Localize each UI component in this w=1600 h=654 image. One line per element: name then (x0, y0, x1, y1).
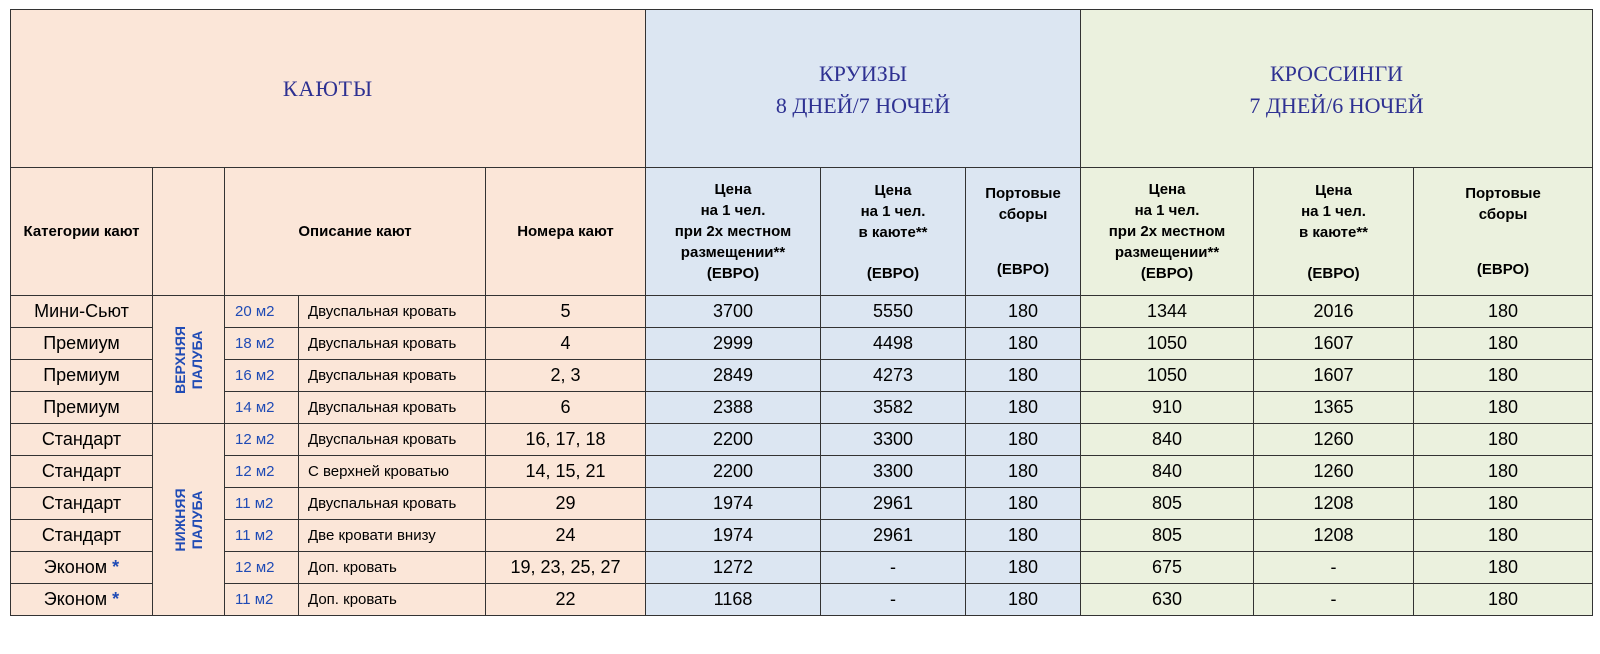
table-row (11, 328, 1593, 360)
description-cell: Двуспальная кровать (299, 328, 486, 360)
numbers-cell: 16, 17, 18 (486, 424, 646, 456)
table-row (11, 456, 1593, 488)
cross-single-cell: 1208 (1254, 520, 1414, 552)
cross-single-cell: 1607 (1254, 328, 1414, 360)
cruise-port-cell: 180 (966, 456, 1081, 488)
cruises-title: КРУИЗЫ (818, 60, 908, 86)
header-cruise-price-single: Цена на 1 чел. в каюте** (ЕВРО) (821, 168, 966, 296)
cruise-port-cell: 180 (966, 296, 1081, 328)
cross-double-cell: 675 (1081, 552, 1254, 584)
cruise-port-cell: 180 (966, 488, 1081, 520)
deck-lower-line1: НИЖНЯЯ (171, 487, 188, 552)
cruise-double-cell: 2999 (646, 328, 821, 360)
footnote-star: * (112, 589, 120, 609)
numbers-cell: 22 (486, 584, 646, 616)
cruise-double-cell: 1974 (646, 520, 821, 552)
cross-double-cell: 1344 (1081, 296, 1254, 328)
header-deck (153, 168, 225, 296)
cross-port-cell: 180 (1414, 424, 1593, 456)
numbers-cell: 4 (486, 328, 646, 360)
cruise-port-cell: 180 (966, 552, 1081, 584)
cruises-subtitle: 8 ДНЕЙ/7 НОЧЕЙ (775, 92, 951, 118)
cruise-port-cell: 180 (966, 584, 1081, 616)
header-cross-price-double: Цена на 1 чел. при 2х местном размещении** (ЕВРО) (1081, 168, 1254, 296)
category-cell: Стандарт (11, 456, 153, 488)
category-cell: Стандарт (11, 488, 153, 520)
deck-upper (153, 296, 225, 424)
deck-upper-line2: ПАЛУБА (188, 330, 205, 389)
cruise-single-cell: 3300 (821, 424, 966, 456)
category-cell: Эконом * (11, 584, 153, 616)
cruise-single-cell: 4273 (821, 360, 966, 392)
deck-upper-line1: ВЕРХНЯЯ (171, 325, 188, 394)
cruise-double-cell: 2849 (646, 360, 821, 392)
category-cell: Премиум (11, 328, 153, 360)
cross-single-cell: 1365 (1254, 392, 1414, 424)
description-cell: Двуспальная кровать (299, 392, 486, 424)
cross-single-cell: 1208 (1254, 488, 1414, 520)
header-cruise-port: Портовые сборы (ЕВРО) (966, 168, 1081, 296)
header-cruise-price-double: Цена на 1 чел. при 2х местном размещении** (ЕВРО) (646, 168, 821, 296)
cruise-port-cell: 180 (966, 360, 1081, 392)
cross-double-cell: 1050 (1081, 360, 1254, 392)
category-cell: Эконом * (11, 552, 153, 584)
category-cell: Стандарт (11, 520, 153, 552)
table-row (11, 488, 1593, 520)
cross-double-cell: 630 (1081, 584, 1254, 616)
area-cell: 12 м2 (225, 456, 299, 488)
cruise-double-cell: 2200 (646, 456, 821, 488)
description-cell: С верхней кроватью (299, 456, 486, 488)
description-cell: Двуспальная кровать (299, 488, 486, 520)
description-cell: Две кровати внизу (299, 520, 486, 552)
cross-port-cell: 180 (1414, 584, 1593, 616)
area-cell: 11 м2 (225, 520, 299, 552)
cross-port-cell: 180 (1414, 360, 1593, 392)
table-row (11, 584, 1593, 616)
footnote-star: * (112, 557, 120, 577)
cabins-section (11, 10, 646, 168)
crossings-section (1081, 10, 1593, 168)
table-row (11, 424, 1593, 456)
cross-double-cell: 805 (1081, 520, 1254, 552)
cruise-port-cell: 180 (966, 520, 1081, 552)
cruise-double-cell: 1272 (646, 552, 821, 584)
cruise-double-cell: 1168 (646, 584, 821, 616)
cruise-single-cell: 2961 (821, 488, 966, 520)
cruise-double-cell: 1974 (646, 488, 821, 520)
cruise-single-cell: 2961 (821, 520, 966, 552)
cruise-port-cell: 180 (966, 424, 1081, 456)
numbers-cell: 24 (486, 520, 646, 552)
area-cell: 16 м2 (225, 360, 299, 392)
cross-port-cell: 180 (1414, 552, 1593, 584)
price-table (10, 9, 1593, 616)
cross-single-cell: 2016 (1254, 296, 1414, 328)
crossings-title: КРОССИНГИ (1269, 60, 1404, 86)
category-cell: Мини-Сьют (11, 296, 153, 328)
area-cell: 12 м2 (225, 424, 299, 456)
cross-double-cell: 840 (1081, 456, 1254, 488)
cross-single-cell: - (1254, 552, 1414, 584)
cruises-section (646, 10, 1081, 168)
cross-single-cell: - (1254, 584, 1414, 616)
table-row (11, 296, 1593, 328)
table-row (11, 392, 1593, 424)
description-cell: Доп. кровать (299, 552, 486, 584)
numbers-cell: 5 (486, 296, 646, 328)
deck-lower-line2: ПАЛУБА (188, 490, 205, 549)
area-cell: 14 м2 (225, 392, 299, 424)
cross-port-cell: 180 (1414, 392, 1593, 424)
area-cell: 11 м2 (225, 488, 299, 520)
cross-port-cell: 180 (1414, 456, 1593, 488)
area-cell: 12 м2 (225, 552, 299, 584)
cruise-single-cell: 3582 (821, 392, 966, 424)
section-header-row (11, 10, 1593, 168)
cross-double-cell: 1050 (1081, 328, 1254, 360)
cross-double-cell: 805 (1081, 488, 1254, 520)
cross-port-cell: 180 (1414, 520, 1593, 552)
cross-port-cell: 180 (1414, 296, 1593, 328)
description-cell: Доп. кровать (299, 584, 486, 616)
cruise-double-cell: 3700 (646, 296, 821, 328)
header-cross-port: Портовые сборы (ЕВРО) (1414, 168, 1593, 296)
description-cell: Двуспальная кровать (299, 296, 486, 328)
numbers-cell: 19, 23, 25, 27 (486, 552, 646, 584)
cruise-single-cell: - (821, 584, 966, 616)
cross-port-cell: 180 (1414, 328, 1593, 360)
description-cell: Двуспальная кровать (299, 424, 486, 456)
cross-double-cell: 840 (1081, 424, 1254, 456)
cruise-port-cell: 180 (966, 392, 1081, 424)
cross-single-cell: 1607 (1254, 360, 1414, 392)
header-cross-price-single: Цена на 1 чел. в каюте** (ЕВРО) (1254, 168, 1414, 296)
numbers-cell: 2, 3 (486, 360, 646, 392)
category-cell: Стандарт (11, 424, 153, 456)
header-numbers: Номера кают (486, 168, 646, 296)
table-row (11, 360, 1593, 392)
numbers-cell: 14, 15, 21 (486, 456, 646, 488)
column-header-row (11, 168, 1593, 296)
deck-lower (153, 424, 225, 616)
category-cell: Премиум (11, 392, 153, 424)
cruise-port-cell: 180 (966, 328, 1081, 360)
cross-single-cell: 1260 (1254, 456, 1414, 488)
cross-single-cell: 1260 (1254, 424, 1414, 456)
header-description: Описание кают (225, 168, 486, 296)
cruise-single-cell: 4498 (821, 328, 966, 360)
table-row (11, 520, 1593, 552)
cruise-single-cell: 3300 (821, 456, 966, 488)
header-category: Категории кают (11, 168, 153, 296)
cruise-double-cell: 2388 (646, 392, 821, 424)
area-cell: 18 м2 (225, 328, 299, 360)
area-cell: 20 м2 (225, 296, 299, 328)
numbers-cell: 6 (486, 392, 646, 424)
crossings-subtitle: 7 ДНЕЙ/6 НОЧЕЙ (1249, 92, 1424, 118)
area-cell: 11 м2 (225, 584, 299, 616)
cruise-single-cell: 5550 (821, 296, 966, 328)
cruise-single-cell: - (821, 552, 966, 584)
cabins-title: КАЮТЫ (282, 75, 374, 101)
table-row (11, 552, 1593, 584)
numbers-cell: 29 (486, 488, 646, 520)
cross-double-cell: 910 (1081, 392, 1254, 424)
cross-port-cell: 180 (1414, 488, 1593, 520)
category-cell: Премиум (11, 360, 153, 392)
cruise-double-cell: 2200 (646, 424, 821, 456)
description-cell: Двуспальная кровать (299, 360, 486, 392)
